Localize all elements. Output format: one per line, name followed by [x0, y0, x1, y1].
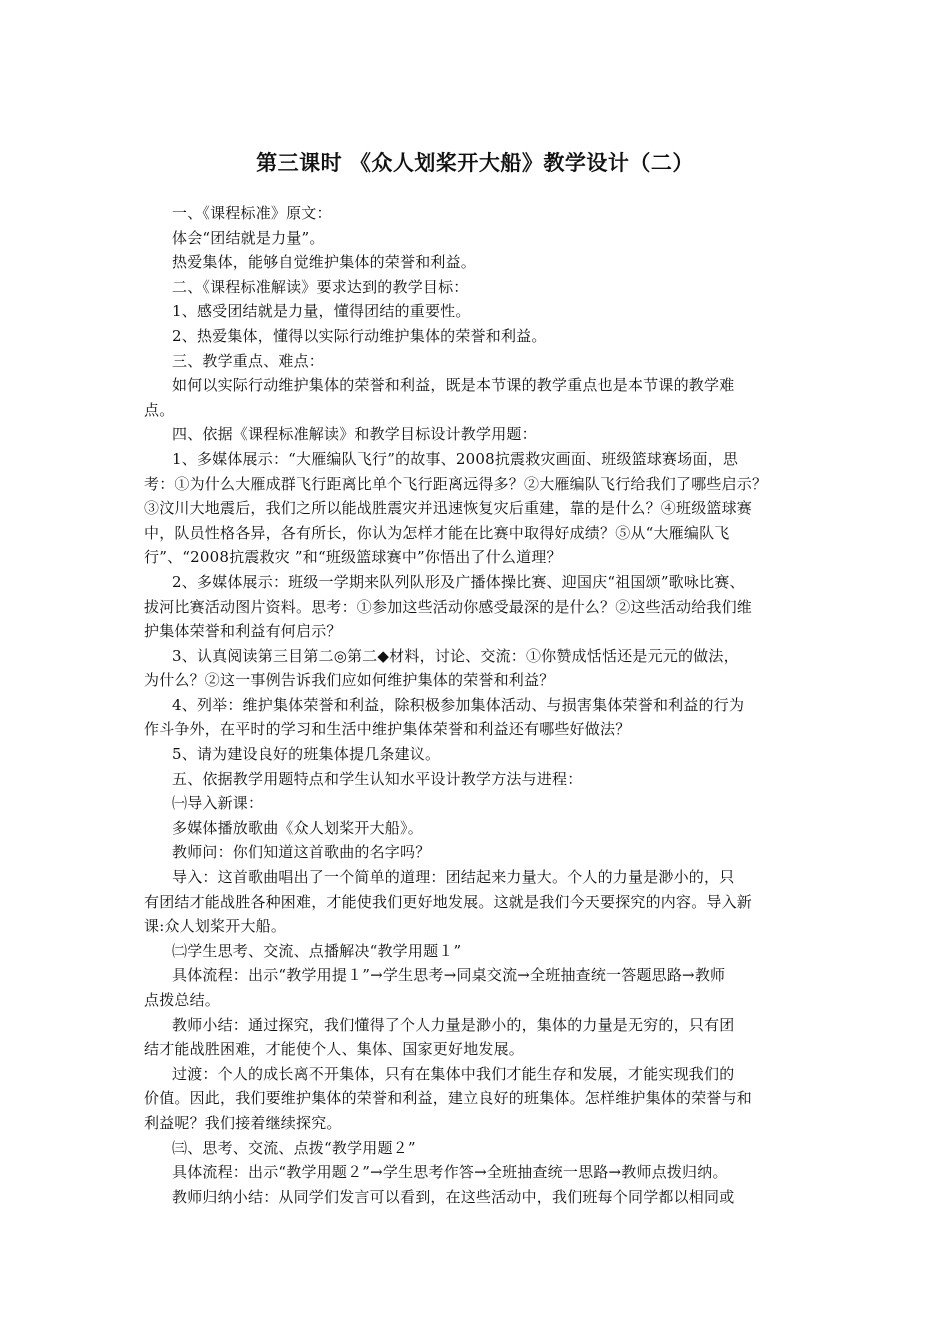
paragraph-first-line: 1、感受团结就是力量，懂得团结的重要性。 [172, 302, 471, 321]
paragraph [172, 1136, 808, 1161]
paragraph-first-line: 具体流程：出示“教学用题２”→学生思考作答→全班抽查统一思路→教师点拨归纳。 [172, 1163, 728, 1182]
paragraph-first-line: 4、列举：维护集体荣誉和利益，除积极参加集体活动、与损害集体荣誉和利益的行为 [172, 695, 745, 714]
paragraph-first-line: 四、依据《课程标准解读》和教学目标设计教学用题： [172, 425, 537, 444]
paragraph-continuation-line: 点。 [144, 400, 175, 419]
paragraph-first-line: 教师小结：通过探究，我们懂得了个人力量是渺小的，集体的力量是无穷的，只有团 [172, 1015, 735, 1034]
paragraph [144, 865, 808, 939]
paragraph-first-line: 教师问：你们知道这首歌曲的名字吗？ [172, 843, 431, 862]
paragraph [144, 1013, 808, 1062]
paragraph-first-line: ㈡学生思考、交流、点播解决“教学用题１” [172, 941, 462, 960]
paragraph [172, 299, 808, 324]
paragraph [172, 767, 808, 792]
paragraph-first-line: ㈠导入新课： [172, 794, 264, 813]
paragraph [144, 963, 808, 1012]
paragraph-continuation-line: 行”、“2008抗震救灾 ”和“班级篮球赛中”你悟出了什么道理？ [144, 548, 562, 567]
paragraph [172, 1185, 808, 1210]
paragraph-continuation-line: 中，队员性格各异，各有所长，你认为怎样才能在比赛中取得好成绩？⑤从“大雁编队飞 [144, 523, 730, 542]
paragraph-continuation-line: 考：①为什么大雁成群飞行距离比单个飞行距离远得多？②大雁编队飞行给我们了哪些启示？ [144, 474, 768, 493]
paragraph-first-line: 一、《课程标准》原文： [172, 204, 332, 222]
paragraph-continuation-line: 作斗争外，在平时的学习和生活中维护集体荣誉和利益还有哪些好做法？ [144, 720, 631, 739]
paragraph-continuation-line: 护集体荣誉和利益有何启示？ [144, 622, 342, 641]
paragraph-first-line: 如何以实际行动维护集体的荣誉和利益，既是本节课的教学重点也是本节课的教学难 [172, 376, 735, 395]
paragraph-first-line: 多媒体播放歌曲《众人划桨开大船》。 [172, 818, 423, 837]
paragraph-first-line: 1、多媒体展示：“大雁编队飞行”的故事、2008抗震救灾画面、班级篮球赛场面，思 [172, 449, 739, 468]
paragraph [172, 422, 808, 447]
paragraph [144, 693, 808, 742]
paragraph [144, 373, 808, 422]
paragraph-continuation-line: 有团结才能战胜各种困难，才能使我们更好地发展。这就是我们今天要探究的内容。导入新 [144, 892, 753, 911]
paragraph-continuation-line: 价值。因此，我们要维护集体的荣誉和利益，建立良好的班集体。怎样维护集体的荣誉与和 [144, 1089, 753, 1108]
paragraph-first-line: 导入：这首歌曲唱出了一个简单的道理：团结起来力量大。个人的力量是渺小的，只 [172, 868, 735, 887]
paragraph-first-line: 3、认真阅读第三目第二◎第二◆材料，讨论、交流：①你赞成恬恬还是元元的做法， [172, 646, 739, 665]
paragraph-continuation-line: ③汶川大地震后，我们之所以能战胜震灾并迅速恢复灾后重建，靠的是什么？④班级篮球赛 [144, 499, 753, 518]
paragraph-first-line: 具体流程：出示“教学用提１”→学生思考→同桌交流→全班抽查统一答题思路→教师 [172, 966, 726, 985]
paragraph [172, 349, 808, 374]
document-body [144, 201, 808, 1209]
paragraph-first-line: 教师归纳小结：从同学们发言可以看到，在这些活动中，我们班每个同学都以相同或 [172, 1187, 735, 1206]
paragraph-first-line: ㈢、思考、交流、点拨“教学用题２” [172, 1138, 416, 1157]
paragraph-first-line: 过渡：个人的成长离不开集体，只有在集体中我们才能生存和发展，才能实现我们的 [172, 1064, 735, 1083]
paragraph [144, 1062, 808, 1136]
paragraph [172, 939, 808, 964]
paragraph [172, 816, 808, 841]
paragraph [172, 324, 808, 349]
paragraph-first-line: 热爱集体，能够自觉维护集体的荣誉和利益。 [172, 253, 477, 272]
paragraph-continuation-line: 课:众人划桨开大船。 [144, 917, 287, 936]
paragraph-first-line: 体会“团结就是力量”。 [172, 228, 325, 247]
paragraph-continuation-line: 结才能战胜困难，才能使个人、集体、国家更好地发展。 [144, 1040, 525, 1059]
paragraph [172, 742, 808, 767]
paragraph-continuation-line: 利益呢？我们接着继续探究。 [144, 1113, 342, 1132]
paragraph-first-line: 五、依据教学用题特点和学生认知水平设计教学方法与进程： [172, 769, 583, 788]
paragraph [172, 1160, 808, 1185]
paragraph-first-line: 二、《课程标准解读》要求达到的教学目标： [172, 277, 469, 296]
paragraph-first-line: 2、多媒体展示：班级一学期来队列队形及广播体操比赛、迎国庆“祖国颂”歌咏比赛、 [172, 572, 745, 591]
paragraph [172, 250, 808, 275]
paragraph-first-line: 三、教学重点、难点： [172, 351, 325, 370]
paragraph [144, 644, 808, 693]
paragraph [172, 201, 808, 226]
paragraph [172, 275, 808, 300]
document-title: 第三课时 《众人划桨开大船》教学设计（二） [256, 151, 694, 175]
paragraph-first-line: 2、热爱集体，懂得以实际行动维护集体的荣誉和利益。 [172, 326, 547, 345]
paragraph-continuation-line: 为什么？②这一事例告诉我们应如何维护集体的荣誉和利益？ [144, 671, 555, 690]
paragraph-first-line: 5、请为建设良好的班集体提几条建议。 [172, 745, 441, 764]
paragraph-continuation-line: 拔河比赛活动图片资料。思考：①参加这些活动你感受最深的是什么？②这些活动给我们维 [144, 597, 753, 616]
paragraph-continuation-line: 点拨总结。 [144, 991, 221, 1009]
paragraph [144, 447, 808, 570]
paragraph [172, 840, 808, 865]
paragraph [144, 570, 808, 644]
paragraph [172, 791, 808, 816]
paragraph [172, 226, 808, 251]
